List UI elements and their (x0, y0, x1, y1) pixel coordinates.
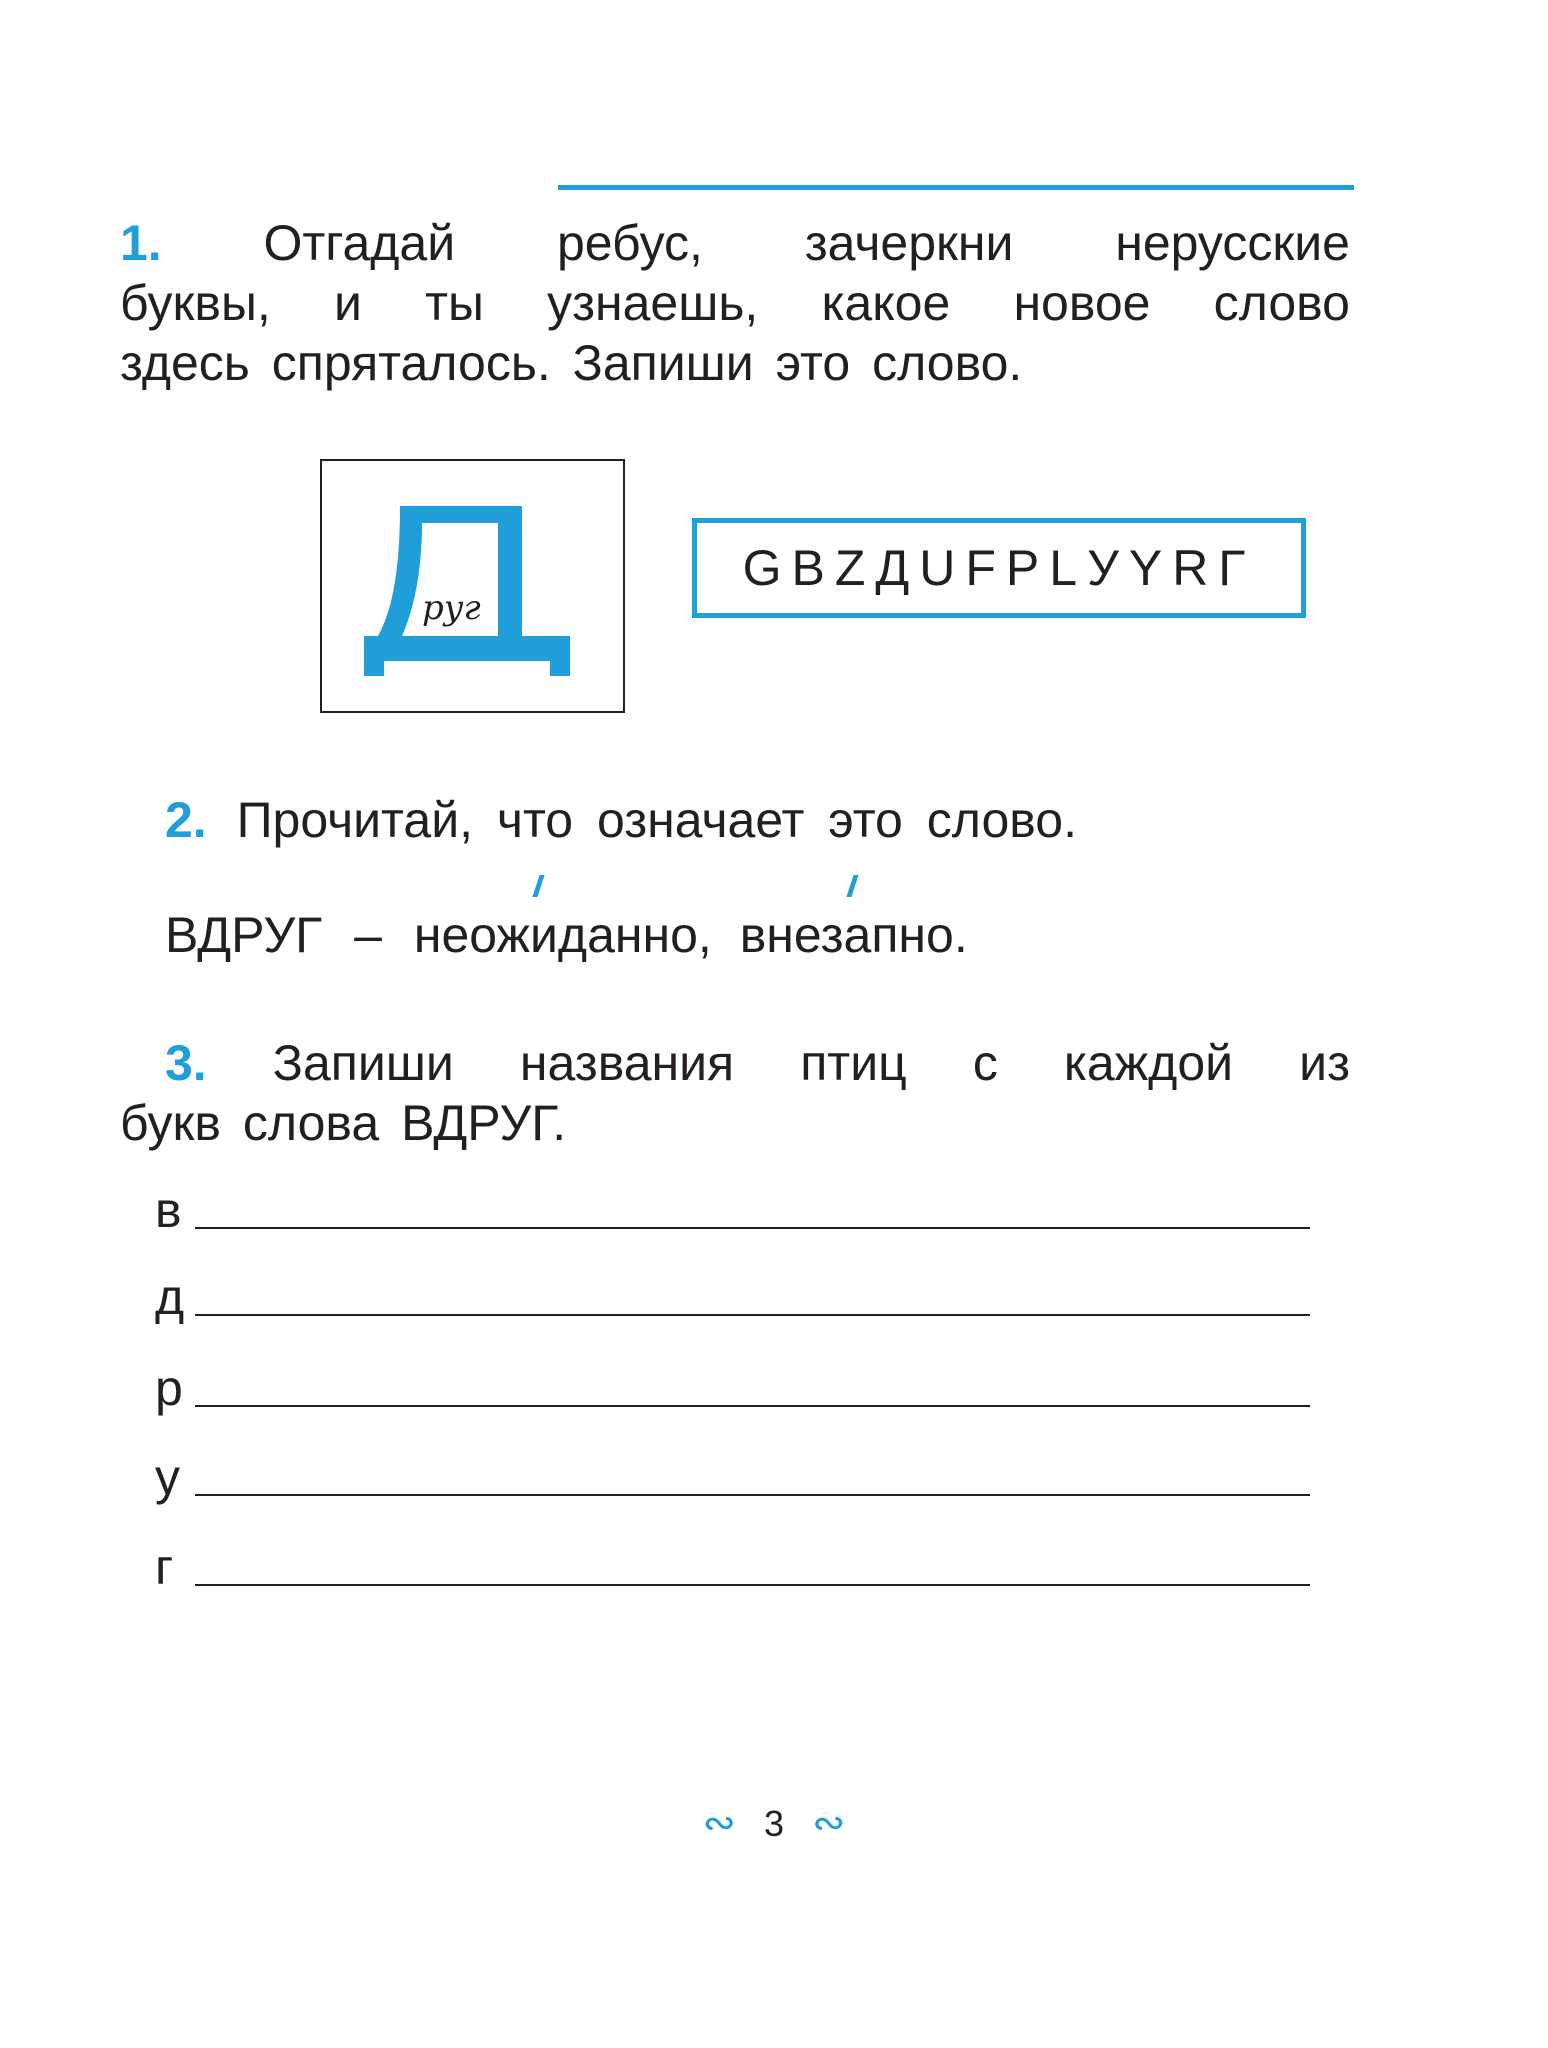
task1-word: буквы, (120, 275, 271, 331)
stressed-letter (530, 905, 558, 965)
task1-word: нерусские (1115, 215, 1350, 271)
stress-letter: а (843, 907, 872, 963)
answer-letter: р (155, 1360, 183, 1416)
task1-word: Отгадай (263, 215, 456, 271)
task3-word: названия (519, 1035, 735, 1091)
definition (165, 905, 1315, 965)
task1-line2 (120, 273, 1350, 333)
answer-row-g[interactable] (155, 1532, 1310, 1595)
task2-text (165, 790, 1315, 850)
task1-word: слово (1213, 275, 1350, 331)
answer-line[interactable] (195, 1227, 1310, 1229)
definition-word2 (740, 907, 968, 963)
rebus-picture (320, 459, 625, 713)
rebus-script-text: руг (422, 588, 481, 628)
rebus-illustration (322, 461, 623, 711)
stressed-letter (844, 905, 872, 965)
task1-word: ты (425, 275, 484, 331)
task1-word: узнаешь, (547, 275, 759, 331)
stress-mark-icon (532, 875, 544, 897)
word-part: данно, (557, 907, 712, 963)
task2-number: 2. (165, 792, 207, 848)
task1-word: зачеркни (804, 215, 1014, 271)
answer-letter: г (155, 1539, 174, 1595)
task1-text (120, 213, 1350, 393)
answer-line[interactable] (195, 1494, 1310, 1496)
task3-word: Запиши (272, 1035, 454, 1091)
word-part: пно. (871, 907, 968, 963)
task3-line2: букв слова ВДРУГ. (120, 1095, 567, 1151)
answer-letter: у (155, 1449, 180, 1505)
answer-row-r[interactable] (155, 1353, 1310, 1416)
task3-text (120, 1033, 1350, 1153)
task1-line3: здесь спряталось. Запиши это слово. (120, 335, 1023, 391)
answer-row-u[interactable] (155, 1442, 1310, 1505)
stress-letter: и (529, 907, 558, 963)
stress-mark-icon (846, 875, 858, 897)
task1-word: и (333, 275, 362, 331)
letters-sequence: GBZДUFPLУYRГ (742, 540, 1256, 596)
answer-letter: в (155, 1182, 182, 1238)
definition-word1 (414, 907, 712, 963)
swirl-left-icon: ∾ (702, 1800, 736, 1846)
task3-word: с (972, 1035, 998, 1091)
task3-number: 3. (165, 1035, 207, 1091)
answer-line[interactable] (195, 1584, 1310, 1586)
letters-box (692, 518, 1306, 618)
task1-word: ребус, (556, 215, 703, 271)
task3-word: каждой (1063, 1035, 1234, 1091)
task3-line1 (120, 1033, 1350, 1093)
answer-line[interactable] (195, 1314, 1310, 1316)
answer-row-v[interactable] (155, 1175, 1310, 1238)
word-part: внез (739, 907, 844, 963)
task3-word: птиц (800, 1035, 907, 1091)
task1-number: 1. (120, 215, 162, 271)
definition-dash: – (354, 907, 382, 963)
task3-word: из (1299, 1035, 1350, 1091)
header-rule (558, 185, 1354, 190)
swirl-right-icon: ∾ (812, 1800, 846, 1846)
definition-word: ВДРУГ (165, 907, 323, 963)
page-number: 3 (763, 1803, 785, 1844)
answer-line[interactable] (195, 1405, 1310, 1407)
page-footer (0, 1800, 1548, 1846)
task1-word: новое (1013, 275, 1151, 331)
task1-word: какое (821, 275, 951, 331)
task2-sentence: Прочитай, что означает это слово. (236, 792, 1077, 848)
word-part: неож (413, 907, 530, 963)
answer-letter: д (155, 1269, 185, 1325)
answer-row-d[interactable] (155, 1262, 1310, 1325)
task1-line1 (120, 213, 1350, 273)
